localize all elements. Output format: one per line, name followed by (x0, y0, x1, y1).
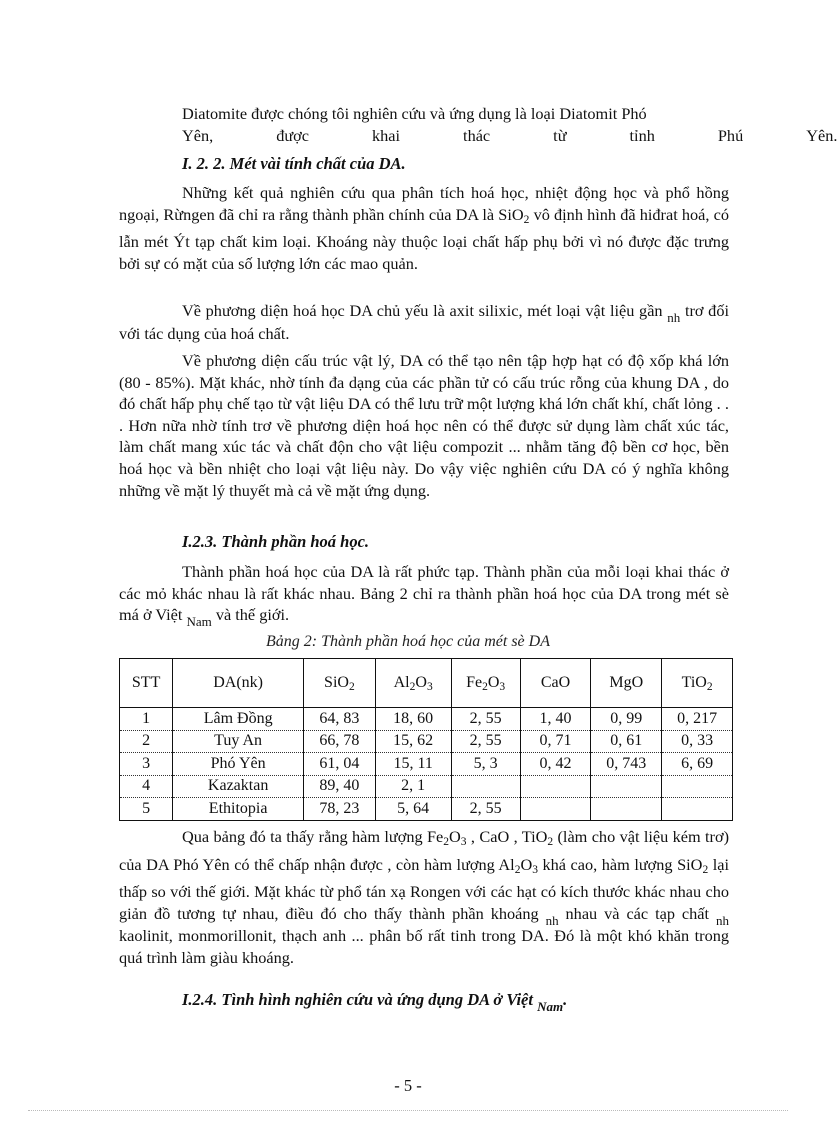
header-fe2o3 (451, 659, 520, 708)
table-cell: 66, 78 (304, 730, 376, 753)
table-cell: Lâm Đồng (173, 708, 304, 731)
header-text: Fe (466, 673, 483, 691)
subscript: 2 (409, 680, 416, 693)
table-cell: 5, 64 (375, 798, 451, 821)
table-cell: 6, 69 (662, 753, 733, 776)
section-heading-1-2-3: I.2.3. Thành phần hoá học. (182, 532, 370, 551)
table-cell: 89, 40 (304, 775, 376, 798)
table-cell: 0, 217 (662, 708, 733, 731)
subscript-fragment: Nam (537, 999, 564, 1014)
section-heading-1-2-4 (182, 990, 568, 1014)
header-mgo: MgO (591, 659, 662, 708)
header-sio2 (304, 659, 376, 708)
header-stt: STT (120, 659, 173, 708)
table-cell: 2, 55 (451, 730, 520, 753)
header-text: TiO (681, 673, 707, 691)
subscript: 3 (499, 680, 506, 693)
page-number: - 5 - (394, 1076, 422, 1095)
intro-word: Phú (717, 125, 744, 145)
table-cell (520, 775, 591, 798)
subscript: 2 (523, 213, 530, 226)
subscript: 2 (547, 836, 554, 848)
text-run: (làm cho vật liệu kém trơ) của DA Phó Yên có thể chấp nhận được , còn hàm lượng Al (119, 827, 729, 874)
intro-word: Yên. (806, 125, 837, 145)
table-cell: 2, 55 (451, 708, 520, 731)
header-text: Al (393, 673, 410, 691)
table-cell: 18, 60 (375, 708, 451, 731)
subscript: 2 (348, 680, 355, 693)
table-cell: Ethitopia (173, 798, 304, 821)
paragraph-composition (119, 561, 729, 630)
table-cell: 15, 11 (375, 753, 451, 776)
subscript: 2 (482, 680, 488, 693)
table-cell: 1 (120, 708, 173, 731)
subscript-fragment: nh (715, 912, 729, 928)
table-cell (591, 775, 662, 798)
text-run: Qua bảng đó ta thấy rằng hàm lượng Fe (182, 827, 444, 846)
subscript: 2 (702, 863, 709, 876)
intro-word: từ (553, 125, 567, 145)
table-cell: 0, 42 (520, 753, 591, 776)
table-row (120, 775, 733, 798)
intro-line-2 (119, 125, 837, 147)
table-cell: 2, 55 (451, 798, 520, 821)
table-row (120, 730, 733, 753)
paragraph-analysis (119, 826, 729, 969)
text-run: trơ đối với tác dụng của hoá chất. (119, 301, 729, 343)
intro-word: thác (463, 125, 491, 145)
text-run: khá cao, hàm lượng SiO (537, 854, 703, 874)
text-run: kaolinit, monmorillonit, thạch anh ... phân bố rất tinh trong DA. Đó là một khó khăn trong quá trình làm giàu khoáng. (119, 926, 729, 967)
header-text: O (415, 673, 427, 691)
heading-text: . (563, 990, 568, 1009)
text-run: lại thấp so với thế giới. Mặt khác từ phổ tán xạ Rongen với các hạt có kích thước khác nhau cho giản đồ tương tự nhau, điều đó cho thấy thành phần khoáng (119, 854, 729, 923)
intro-word: khai (372, 125, 401, 145)
table-cell (451, 775, 520, 798)
table-cell: 0, 61 (591, 730, 662, 753)
table-cell: 0, 743 (591, 753, 662, 776)
subscript: 3 (532, 863, 538, 876)
table-cell: Phó Yên (173, 753, 304, 776)
intro-line-1: Diatomite được chóng tôi nghiên cứu và ứng dụng là loại Diatomit Phó (182, 104, 647, 123)
text-run: Thành phần hoá học của DA là rất phức tạp. Thành phần của mỗi loại khai thác ở các mỏ khác nhau là rất khác nhau. Bảng 2 chỉ ra thành phần hoá học của DA trong mét sè má ở Việt (119, 562, 729, 625)
subscript: 2 (514, 863, 521, 876)
table-cell: 2, 1 (375, 775, 451, 798)
table-cell: 5 (120, 798, 173, 821)
intro-word: Yên, (182, 125, 214, 145)
table-cell (662, 775, 733, 798)
table-cell: 61, 04 (304, 753, 376, 776)
paragraph-properties (119, 182, 729, 274)
header-da: DA(nk) (173, 659, 304, 708)
table-cell: 3 (120, 753, 173, 776)
text-run: , CaO , TiO (466, 827, 548, 846)
table-cell: 78, 23 (304, 798, 376, 821)
text-run: và thế giới. (211, 605, 290, 625)
table-cell: Tuy An (173, 730, 304, 753)
subscript-fragment: Nam (186, 614, 212, 630)
table-row (120, 708, 733, 731)
text-run: vô định hình đã hiđrat hoá, có lẫn mét Ýt tạp chất kim loại. Khoáng này thuộc loại chất hấp phụ bởi vì nó được đặc trưng bởi sự có mặt của số lượng lớn các mao quản. (119, 204, 730, 273)
text-run: O (449, 827, 461, 846)
table-body (120, 708, 733, 821)
table-cell: 5, 3 (451, 753, 520, 776)
paragraph-physical-structure: Về phương diện cấu trúc vật lý, DA có thể tạo nên tập hợp hạt có độ xốp khá lớn (80 - 85%). Mặt khác, nhờ tính đa dạng của các phần tử có cấu trúc rỗng của khung DA , do đó chất hấp phụ chế tạo từ vật liệu DA có thể lưu trữ một lượng khá lớn chất khí, chất lỏng . . . Hơn nữa nhờ tính trơ về phương diện hoá học nên có thể được sử dụng làm chất xúc tác, làm chất mang xúc tác và chất độn cho vật liệu compozit ... nhằm tăng độ bền cơ học, bền hoá học và bền nhiệt cho loại vật liệu này. Do vậy việc nghiên cứu DA có ý nghĩa không những về mặt lý thuyết mà cả về mặt ứng dụng. (119, 351, 729, 500)
paragraph-chemical-aspect (119, 300, 729, 344)
table-cell (520, 798, 591, 821)
header-text: O (487, 673, 500, 691)
table-cell: 1, 40 (520, 708, 591, 731)
subscript: 2 (706, 680, 713, 693)
intro-word: tỉnh (629, 125, 655, 145)
subscript-fragment: nh (545, 912, 559, 928)
subscript: 3 (460, 836, 467, 848)
table-cell: 0, 99 (591, 708, 662, 731)
intro-word: được (276, 125, 310, 145)
subscript-fragment: nh (667, 310, 681, 325)
composition-table (119, 658, 733, 821)
table-cell: 2 (120, 730, 173, 753)
header-cao: CaO (520, 659, 591, 708)
text-run: nhau và các tạp chất (558, 903, 710, 923)
header-al2o3 (375, 659, 451, 708)
table-cell (662, 798, 733, 821)
table-row (120, 798, 733, 821)
table-caption: Bảng 2: Thành phần hoá học của mét sè DA (266, 633, 550, 650)
footer-divider (28, 1110, 788, 1111)
text-run: Về phương diện hoá học DA chủ yếu là axit silixic, mét loại vật liệu gần (182, 301, 663, 320)
subscript: 3 (426, 680, 433, 693)
intro-paragraph (119, 103, 837, 146)
text-run: O (520, 854, 533, 874)
header-tio2 (662, 659, 733, 708)
table-header-row (120, 659, 733, 708)
text-run: Những kết quả nghiên cứu qua phân tích hoá học, nhiệt động học và phổ hồng ngoại, Rừngen đã chỉ ra rằng thành phần chính của DA là SiO (119, 183, 729, 224)
subscript: 2 (443, 836, 450, 848)
header-text: SiO (324, 673, 349, 691)
section-heading-1-2-2: I. 2. 2. Mét vài tính chất của DA. (182, 154, 406, 173)
table-cell: 4 (120, 775, 173, 798)
table-cell (591, 798, 662, 821)
table-cell: 15, 62 (375, 730, 451, 753)
table-cell: 0, 71 (520, 730, 591, 753)
table-cell: 0, 33 (662, 730, 733, 753)
table-cell: 64, 83 (304, 708, 376, 731)
table-cell: Kazaktan (173, 775, 304, 798)
table-row (120, 753, 733, 776)
heading-text: I.2.4. Tình hình nghiên cứu và ứng dụng DA ở Việt (182, 990, 533, 1009)
